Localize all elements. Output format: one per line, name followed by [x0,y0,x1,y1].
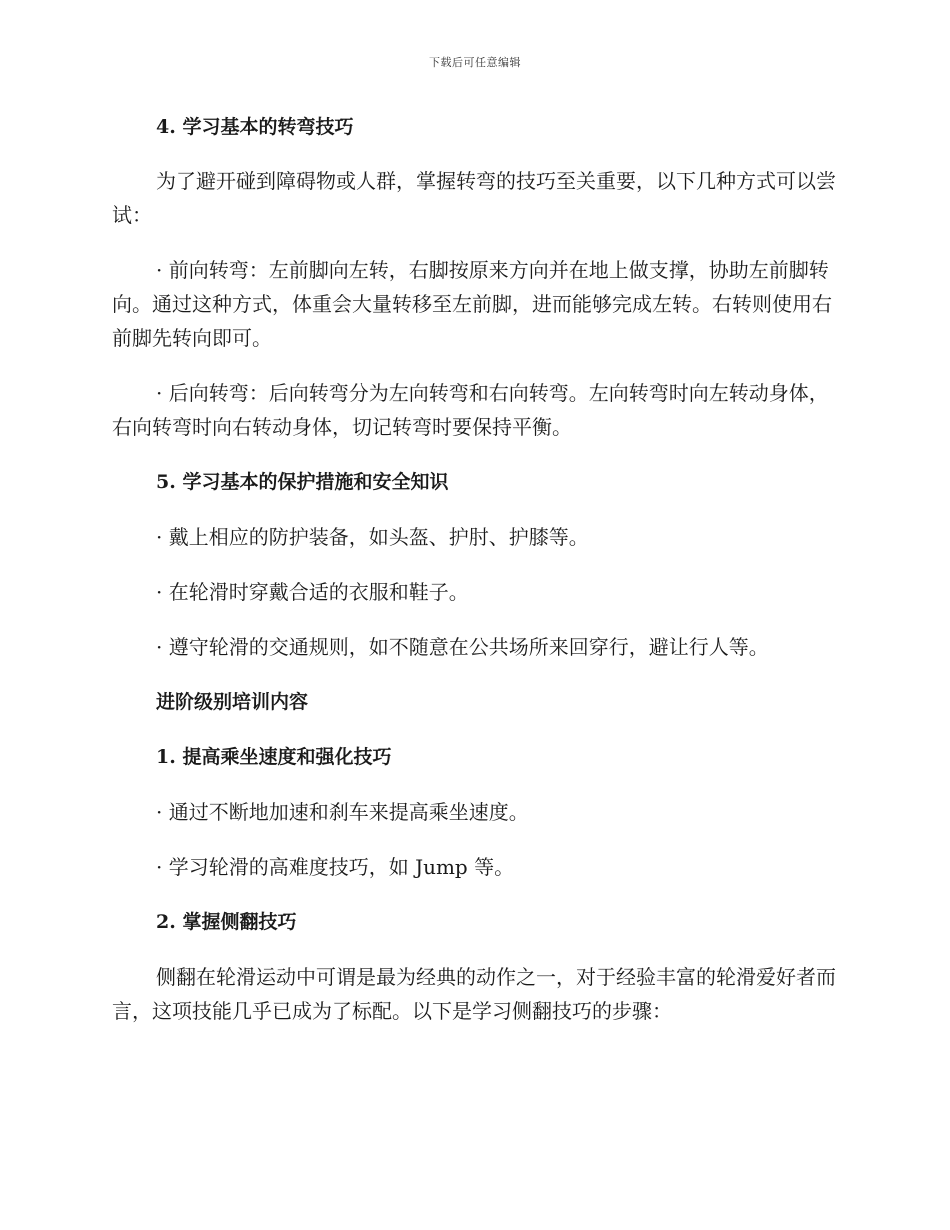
section-5-bullet-rules: · 遵守轮滑的交通规则，如不随意在公共场所来回穿行，避让行人等。 [156,635,769,659]
section-5-bullet-gear: · 戴上相应的防护装备，如头盔、护肘、护膝等。 [156,525,589,549]
section-4-heading: 4. 学习基本的转弯技巧 [156,116,354,138]
advanced-1-bullet-speed: · 通过不断地加速和刹车来提高乘坐速度。 [156,800,529,824]
section-4-bullet-forward-turn: · 前向转弯：左前脚向左转，右脚按原来方向并在地上做支撑，协助左前脚转向。通过这种方式，体重会大量转移至左前脚，进而能够完成左转。右转则使用右前脚先转向即可。 [112,258,832,350]
section-5-bullet-clothes: · 在轮滑时穿戴合适的衣服和鞋子。 [156,580,469,604]
advanced-2-heading: 2. 掌握侧翻技巧 [156,911,297,933]
advanced-heading: 进阶级别培训内容 [156,691,309,713]
advanced-1-bullet-tricks: · 学习轮滑的高难度技巧，如 Jump 等。 [156,855,515,879]
advanced-2-intro: 侧翻在轮滑运动中可谓是最为经典的动作之一，对于经验丰富的轮滑爱好者而言，这项技能几乎已成为了标配。以下是学习侧翻技巧的步骤： [112,965,836,1023]
section-5-heading: 5. 学习基本的保护措施和安全知识 [156,471,449,493]
page-header-note: 下载后可任意编辑 [429,56,521,69]
section-4-bullet-backward-turn: · 后向转弯：后向转弯分为左向转弯和右向转弯。左向转弯时向左转动身体，右向转弯时向右转动身体，切记转弯时要保持平衡。 [112,381,829,439]
section-4-intro: 为了避开碰到障碍物或人群，掌握转弯的技巧至关重要，以下几种方式可以尝试： [112,169,836,227]
document-body [112,110,838,1028]
advanced-1-heading: 1. 提高乘坐速度和强化技巧 [156,746,392,768]
